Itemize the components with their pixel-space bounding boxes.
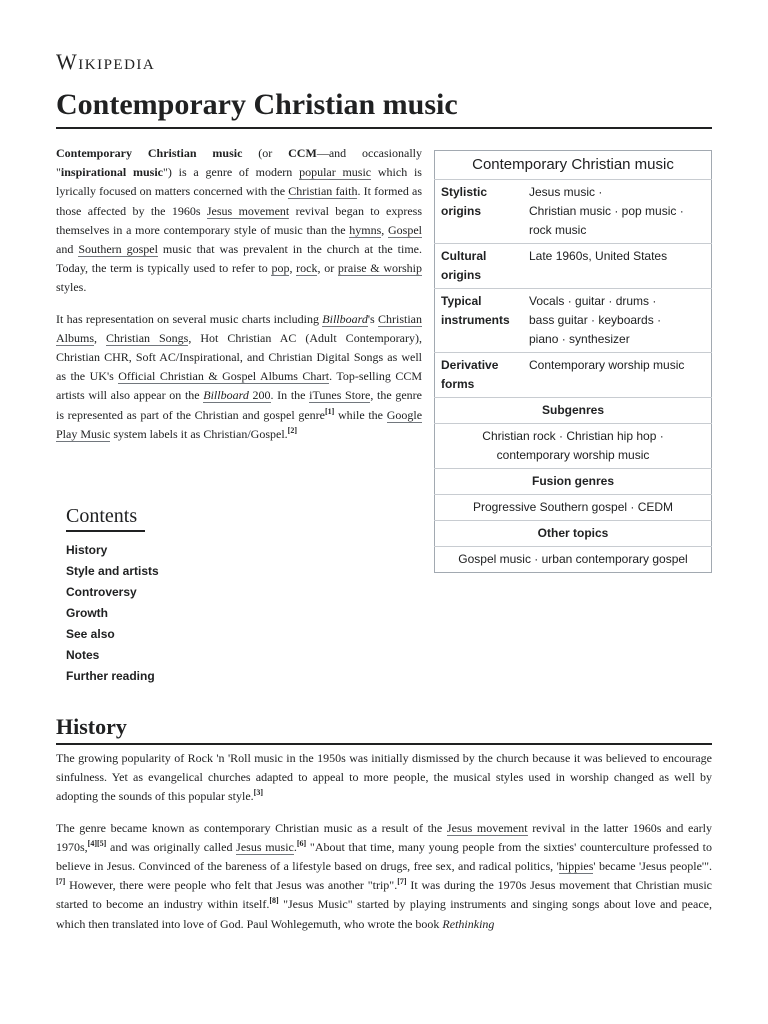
- toc-title: Contents: [66, 505, 145, 532]
- text: revival in the latter 1960s and early 1970s,: [56, 820, 712, 854]
- toc-item-growth[interactable]: Growth: [66, 606, 108, 620]
- link-jesus-movement[interactable]: Jesus movement: [446, 820, 528, 835]
- infobox-label: Cultural origins: [435, 244, 524, 289]
- toc-item-see-also[interactable]: See also: [66, 627, 115, 641]
- link-billboard-200[interactable]: [203, 388, 270, 403]
- italic-text: Billboard: [203, 388, 249, 403]
- infobox-value: [523, 180, 712, 244]
- link-jesus-movement[interactable]: Jesus movement: [206, 203, 290, 218]
- link-praise-worship[interactable]: praise & worship: [337, 261, 423, 276]
- infobox-subgenres-heading: Subgenres: [435, 398, 712, 424]
- link-billboard[interactable]: [322, 312, 368, 327]
- infobox-row: [435, 353, 712, 398]
- text: , the genre is represented as part of the Christian and gospel genre: [56, 388, 423, 422]
- text: which is lyrically focused on matters concerned with the: [56, 165, 422, 199]
- infobox-link[interactable]: Christian music · pop music ·: [529, 204, 684, 218]
- reference-link[interactable]: [4][5]: [87, 838, 107, 848]
- reference-link[interactable]: [2]: [287, 425, 297, 435]
- reference-link[interactable]: [8]: [269, 896, 279, 906]
- text: However, there were people who felt that Jesus was another "trip".: [65, 878, 398, 893]
- infobox-link[interactable]: contemporary worship music: [496, 448, 650, 462]
- infobox-other-heading: Other topics: [435, 521, 712, 547]
- infobox-title: Contemporary Christian music: [472, 156, 674, 173]
- link-christian-songs[interactable]: Christian Songs: [106, 330, 189, 345]
- text: It was during the 1970s Jesus movement that Christian music started to become an industry within itself.: [56, 878, 712, 912]
- text: .: [293, 839, 297, 854]
- infobox-label: Stylistic origins: [435, 180, 524, 244]
- text: ' became 'Jesus people'".: [593, 859, 712, 874]
- text: The growing popularity of Rock 'n 'Roll music in the 1950s was initially dismissed by the church because it was believed to encourage sinfulness. Yet as evangelical churches adapted to appeal to more people, the musical styles used in worship changed as well by adopting the sounds of this popular style.: [56, 751, 712, 804]
- infobox-value: Late 1960s, United States: [523, 244, 712, 289]
- text: (or: [242, 146, 289, 160]
- text: . It formed as those affected by the 1960s: [56, 184, 423, 218]
- text: styles.: [56, 280, 87, 295]
- infobox-link[interactable]: bass guitar · keyboards ·: [529, 313, 662, 327]
- infobox-fusion-genres[interactable]: Progressive Southern gospel · CEDM: [435, 495, 712, 521]
- infobox-value: [523, 289, 712, 353]
- link-hippies[interactable]: hippies: [558, 859, 594, 874]
- infobox-row: [435, 289, 712, 353]
- lead-section: [56, 144, 422, 456]
- text: ") is a genre of modern: [163, 165, 300, 180]
- bold-term: CCM: [288, 146, 317, 160]
- link-official-chart[interactable]: Official Christian & Gospel Albums Chart: [118, 369, 330, 384]
- link-pop[interactable]: pop: [271, 261, 290, 276]
- link-hymns[interactable]: hymns: [349, 222, 382, 237]
- text: while the: [334, 407, 387, 422]
- section-heading-history: History: [56, 713, 712, 745]
- link-christian-albums[interactable]: Christian Albums: [56, 311, 422, 345]
- text: . Top-selling CCM artists will also appear on the: [56, 369, 422, 403]
- infobox-link[interactable]: rock music: [529, 223, 587, 237]
- infobox-link[interactable]: piano · synthesizer: [529, 332, 630, 346]
- link-popular-music[interactable]: popular music: [299, 165, 372, 180]
- link-christian-faith[interactable]: Christian faith: [288, 184, 358, 199]
- infobox-link[interactable]: Christian rock · Christian hip hop ·: [482, 429, 664, 443]
- page-title: Contemporary Christian music: [56, 85, 712, 129]
- reference-link[interactable]: [6]: [296, 838, 307, 848]
- text: 200: [248, 388, 271, 403]
- text: , Hot Christian AC (Adult Contemporary), Christian CHR, Soft AC/Inspirational, and Christian Digital Songs as well as the UK's: [56, 330, 422, 384]
- infobox-row: [435, 244, 712, 289]
- history-paragraph-2: [56, 819, 712, 934]
- link-gospel[interactable]: Gospel: [388, 222, 422, 237]
- infobox-other-topics[interactable]: Gospel music · urban contemporary gospel: [435, 547, 712, 573]
- wikipedia-logo[interactable]: Wikipedia: [56, 49, 156, 74]
- text: It has representation on several music charts including: [56, 311, 323, 326]
- text: ,: [289, 261, 297, 276]
- text: —and occasionally ": [56, 146, 422, 180]
- text: revival began to express themselves in a more contemporary style of music than the: [56, 203, 422, 237]
- history-section: [56, 749, 712, 946]
- lead-paragraph-1: [56, 144, 422, 298]
- bold-term: Contemporary Christian music: [56, 146, 243, 160]
- reference-link[interactable]: [7]: [397, 877, 407, 887]
- link-google-play-music[interactable]: Google Play Music: [56, 407, 423, 441]
- text: , or: [317, 261, 338, 276]
- reference-link[interactable]: [7]: [56, 877, 66, 887]
- text: music that was prevalent in the church at the time. Today, the term is typically used to refer to: [56, 242, 422, 276]
- infobox-link[interactable]: Jesus music ·: [529, 185, 603, 199]
- text: "About that time, many young people from the sixties' counterculture professed to believe in Jesus. Convinced of the bareness of a lifestyle based on drugs, free sex, and radical politics, ': [56, 839, 713, 874]
- reference-link[interactable]: [3]: [253, 788, 263, 798]
- infobox: [434, 150, 712, 573]
- history-paragraph-1: [56, 749, 712, 807]
- text: ,: [381, 222, 388, 237]
- table-of-contents: [66, 505, 159, 687]
- toc-item-further-reading[interactable]: Further reading: [66, 669, 155, 683]
- infobox-link[interactable]: Vocals · guitar · drums ·: [529, 294, 657, 308]
- lead-paragraph-2: [56, 310, 422, 444]
- text: The genre became known as contemporary Christian music as a result of the: [56, 820, 447, 835]
- toc-list: [66, 540, 159, 687]
- infobox-label: Typical instruments: [435, 289, 524, 353]
- text: 's: [367, 311, 378, 326]
- text: and was originally called: [106, 839, 237, 854]
- infobox-row: [435, 180, 712, 244]
- toc-item-notes[interactable]: Notes: [66, 648, 100, 662]
- toc-item-style-and-artists[interactable]: Style and artists: [66, 564, 159, 578]
- toc-item-controversy[interactable]: Controversy: [66, 585, 137, 599]
- text: and: [56, 242, 79, 257]
- reference-link[interactable]: [1]: [325, 406, 335, 416]
- italic-text: Rethinking: [442, 916, 495, 931]
- link-rock[interactable]: rock: [296, 261, 318, 276]
- link-southern-gospel[interactable]: Southern gospel: [78, 242, 158, 257]
- text: "Jesus Music" started by playing instruments and singing songs about love and peace, which then translated into love of God. Paul Wohlegemuth, who wrote the book: [56, 897, 712, 931]
- text: system labels it as Christian/Gospel.: [110, 426, 288, 441]
- text: . In the: [270, 388, 310, 403]
- italic-text: Billboard: [322, 311, 368, 326]
- toc-item-history[interactable]: History: [66, 543, 108, 557]
- text: ,: [94, 330, 107, 345]
- bold-term: inspirational music: [60, 165, 164, 180]
- infobox-value[interactable]: Contemporary worship music: [523, 353, 712, 398]
- infobox-subgenres: [435, 424, 712, 469]
- infobox-fusion-heading: Fusion genres: [435, 469, 712, 495]
- link-itunes-store[interactable]: iTunes Store: [309, 388, 371, 403]
- link-jesus-music[interactable]: Jesus music: [236, 839, 294, 854]
- infobox-label: Derivative forms: [435, 353, 524, 398]
